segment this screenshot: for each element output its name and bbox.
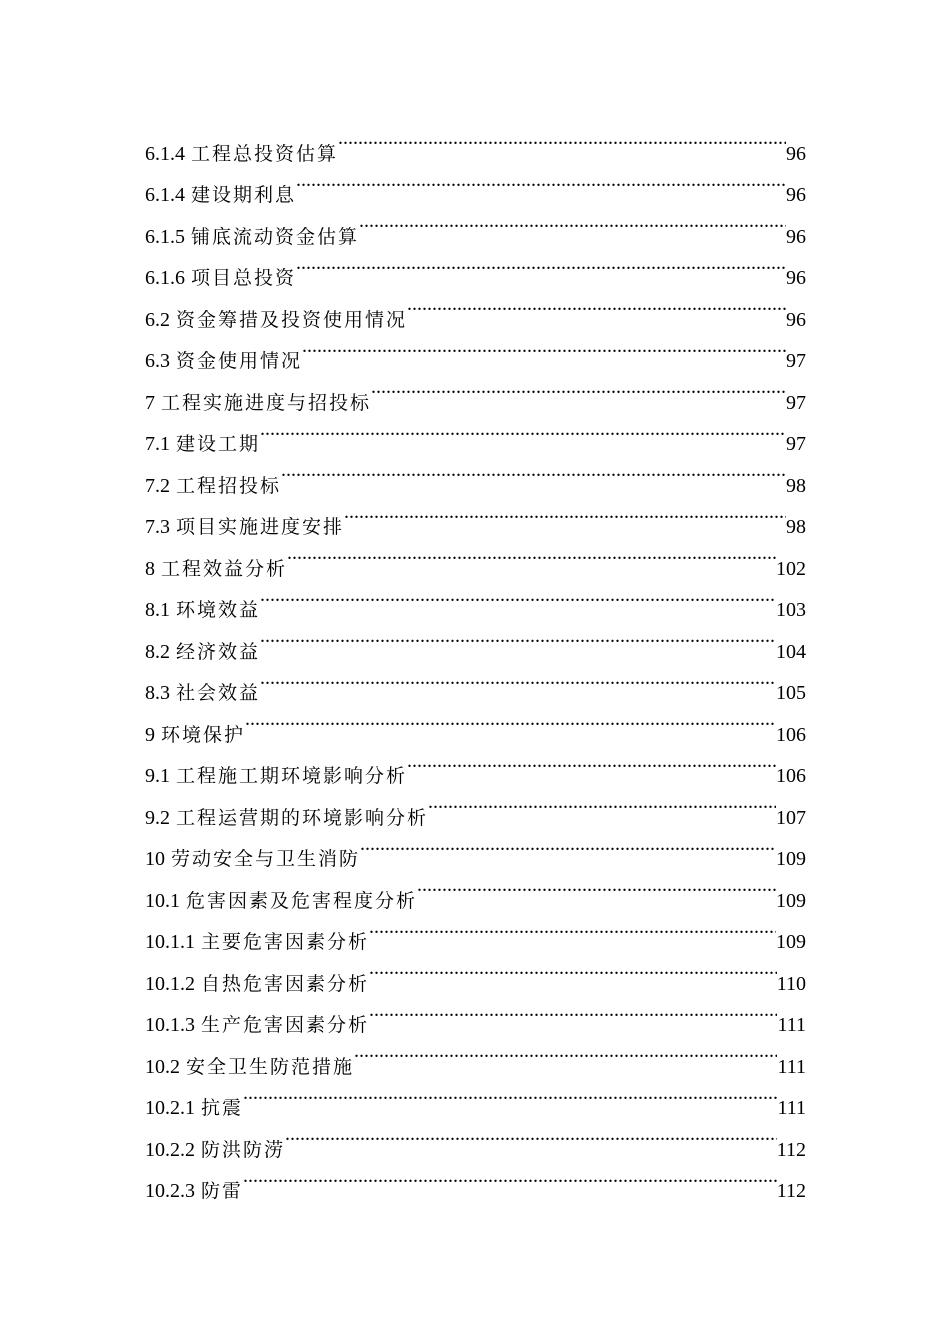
toc-entry-page: 96 [786, 184, 806, 206]
toc-entry-page: 112 [776, 1180, 806, 1202]
toc-entry-number: 9 [145, 723, 155, 746]
toc-dot-leader [260, 616, 776, 658]
toc-entry-title: 劳动安全与卫生消防 [171, 848, 361, 870]
toc-entry-number: 6.1.4 [145, 184, 185, 206]
toc-dot-leader [245, 699, 776, 741]
toc-entry-title: 环境效益 [176, 599, 261, 621]
toc-entry-title: 主要危害因素分析 [201, 931, 370, 953]
toc-entry-page: 107 [776, 806, 806, 829]
toc-entry-number: 7 [145, 391, 155, 414]
toc-dot-leader [369, 990, 777, 1032]
toc-entry-number: 6.1.4 [145, 142, 185, 165]
toc-dot-leader [243, 1156, 777, 1198]
toc-entry-page: 112 [776, 1138, 806, 1161]
toc-entry-number: 10.2 [145, 1055, 180, 1078]
toc-dot-leader [428, 782, 776, 824]
toc-entry[interactable] [145, 1114, 806, 1161]
toc-entry-page: 106 [776, 723, 806, 746]
toc-dot-leader [243, 1073, 777, 1115]
toc-dot-leader [260, 575, 776, 617]
toc-entry-page: 111 [777, 1055, 806, 1078]
toc-entry-number: 10.2.1 [145, 1097, 195, 1119]
toc-entry-page: 109 [776, 931, 806, 953]
toc-entry-title: 经济效益 [176, 640, 261, 663]
toc-dot-leader [338, 118, 786, 160]
toc-entry-title: 防雷 [201, 1180, 244, 1202]
toc-entry[interactable] [145, 118, 806, 165]
toc-entry-title: 工程实施进度与招投标 [161, 391, 372, 414]
toc-entry-title: 建设期利息 [191, 184, 297, 206]
toc-entry-number: 10.2.2 [145, 1138, 195, 1161]
toc-dot-leader [407, 284, 786, 326]
toc-entry-title: 建设工期 [176, 433, 261, 455]
toc-entry-page: 109 [776, 848, 806, 870]
toc-entry-title: 防洪防涝 [201, 1138, 286, 1161]
toc-dot-leader [281, 450, 786, 492]
toc-entry-title: 工程总投资估算 [191, 142, 339, 165]
toc-dot-leader [296, 243, 786, 285]
toc-entry-number: 6.1.5 [145, 225, 185, 248]
toc-entry-title: 工程运营期的环境影响分析 [176, 806, 429, 829]
toc-entry-number: 10 [145, 848, 165, 870]
toc-entry-number: 6.3 [145, 350, 170, 372]
toc-entry[interactable] [145, 699, 806, 746]
toc-dot-leader [260, 658, 776, 700]
toc-entry-number: 8.1 [145, 599, 170, 621]
toc-entry-number: 7.3 [145, 516, 170, 538]
toc-entry-title: 资金使用情况 [176, 350, 303, 372]
toc-dot-leader [369, 907, 776, 949]
toc-entry-page: 97 [786, 350, 806, 372]
toc-entry-title: 危害因素及危害程度分析 [186, 889, 418, 912]
toc-entry-number: 8.3 [145, 682, 170, 704]
toc-entry-number: 8 [145, 557, 155, 580]
toc-dot-leader [359, 201, 786, 243]
toc-entry-number: 10.1.1 [145, 931, 195, 953]
toc-entry-number: 8.2 [145, 640, 170, 663]
toc-entry-number: 10.1.2 [145, 972, 195, 995]
toc-entry[interactable] [145, 1156, 806, 1202]
toc-entry-number: 10.1 [145, 889, 180, 912]
toc-entry-page: 111 [777, 1097, 806, 1119]
toc-entry-title: 抗震 [201, 1097, 244, 1119]
toc-dot-leader [296, 160, 786, 202]
toc-dot-leader [417, 865, 776, 907]
toc-entry-title: 项目总投资 [191, 267, 297, 289]
toc-entry-number: 6.1.6 [145, 267, 185, 289]
toc-entry-page: 97 [786, 391, 806, 414]
toc-dot-leader [344, 492, 786, 534]
toc-entry-number: 6.2 [145, 308, 170, 331]
toc-entry-page: 98 [786, 474, 806, 497]
toc-entry-page: 98 [786, 516, 806, 538]
toc-entry-page: 109 [776, 889, 806, 912]
toc-entry-page: 105 [776, 682, 806, 704]
toc-entry-page: 106 [776, 765, 806, 787]
toc-entry-number: 7.2 [145, 474, 170, 497]
toc-dot-leader [260, 409, 786, 451]
toc-entry-title: 生产危害因素分析 [201, 1014, 370, 1036]
toc-entry-page: 96 [786, 225, 806, 248]
toc-entry-number: 10.2.3 [145, 1180, 195, 1202]
toc-entry-page: 96 [786, 267, 806, 289]
toc-entry-page: 103 [776, 599, 806, 621]
toc-entry[interactable] [145, 1073, 806, 1119]
toc-entry-title: 资金筹措及投资使用情况 [176, 308, 408, 331]
toc-entry-page: 96 [786, 142, 806, 165]
toc-entry-page: 97 [786, 433, 806, 455]
toc-entry-title: 工程施工期环境影响分析 [176, 765, 408, 787]
toc-dot-leader [354, 1031, 777, 1073]
toc-entry-title: 社会效益 [176, 682, 261, 704]
table-of-contents [145, 118, 806, 1202]
toc-entry-number: 9.2 [145, 806, 170, 829]
toc-dot-leader [407, 741, 776, 783]
toc-entry-title: 自热危害因素分析 [201, 972, 370, 995]
toc-entry-title: 安全卫生防范措施 [186, 1055, 355, 1078]
toc-dot-leader [302, 326, 786, 368]
toc-entry-page: 111 [777, 1014, 806, 1036]
toc-dot-leader [371, 367, 786, 409]
toc-entry-title: 工程效益分析 [161, 557, 288, 580]
toc-entry-title: 铺底流动资金估算 [191, 225, 360, 248]
toc-entry-number: 9.1 [145, 765, 170, 787]
toc-entry-number: 10.1.3 [145, 1014, 195, 1036]
toc-entry-page: 104 [776, 640, 806, 663]
toc-dot-leader [285, 1114, 777, 1156]
toc-entry-title: 工程招投标 [176, 474, 282, 497]
toc-entry-page: 110 [776, 972, 806, 995]
toc-entry-number: 7.1 [145, 433, 170, 455]
toc-dot-leader [360, 824, 776, 866]
toc-dot-leader [287, 533, 776, 575]
toc-entry-title: 环境保护 [161, 723, 246, 746]
toc-entry-page: 102 [776, 557, 806, 580]
toc-entry-page: 96 [786, 308, 806, 331]
toc-entry-title: 项目实施进度安排 [176, 516, 345, 538]
toc-dot-leader [369, 948, 777, 990]
